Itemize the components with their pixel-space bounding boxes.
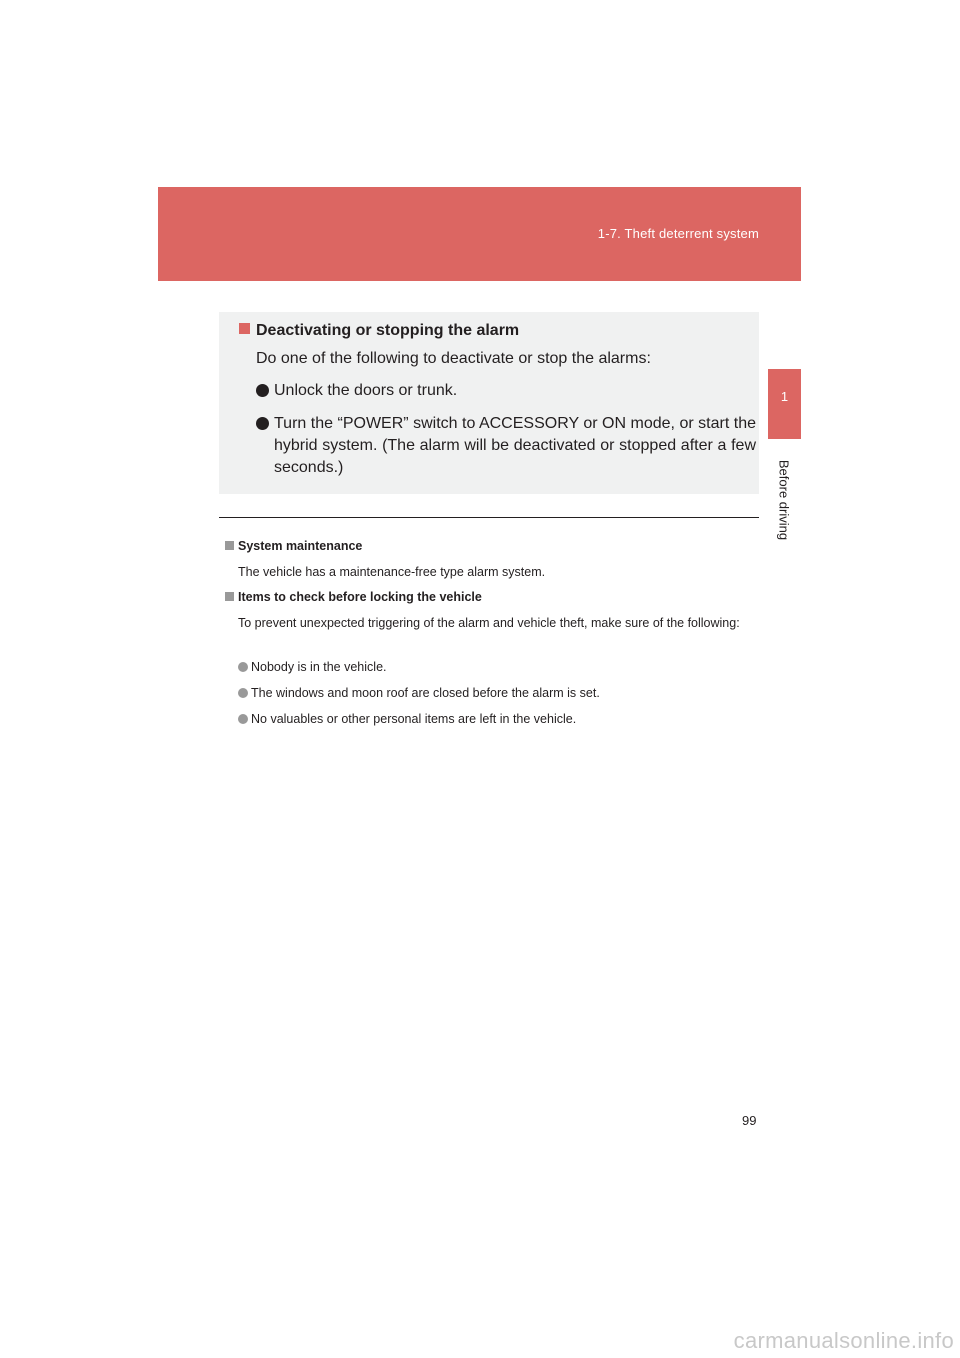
- square-bullet-icon: [239, 323, 250, 334]
- note-bullet-item: [238, 686, 600, 700]
- chapter-number: 1: [780, 389, 789, 404]
- chapter-label: Before driving: [776, 459, 792, 541]
- note-bullet-text: The windows and moon roof are closed before the alarm is set.: [251, 686, 600, 700]
- note-bullet-text: No valuables or other personal items are left in the vehicle.: [251, 712, 577, 726]
- note-text: The vehicle has a maintenance-free type alarm system.: [238, 565, 546, 579]
- watermark: carmanualsonline.info: [733, 1328, 954, 1353]
- box-bullet-text: Turn the “POWER” switch to ACCESSORY or ON mode, or start the hybrid system. (The alarm will be deactivated or stopped after a few seconds.): [274, 415, 756, 476]
- bullet-dot-icon: [238, 662, 248, 672]
- chapter-header-band: [158, 187, 801, 281]
- note-heading-items-to-check: [225, 590, 482, 604]
- box-heading: [239, 322, 519, 340]
- box-intro-text: Do one of the following to deactivate or stop the alarms:: [256, 350, 651, 367]
- box-heading-text: Deactivating or stopping the alarm: [256, 322, 520, 339]
- square-bullet-icon: [225, 592, 234, 601]
- info-box: [219, 312, 759, 494]
- note-heading-system-maintenance: [225, 539, 362, 553]
- note-bullet-text: Nobody is in the vehicle.: [251, 660, 387, 674]
- note-bullet-item: [238, 660, 387, 674]
- bullet-dot-icon: [238, 688, 248, 698]
- bullet-dot-icon: [256, 417, 269, 430]
- section-title: 1-7. Theft deterrent system: [597, 226, 759, 241]
- section-divider: [219, 517, 759, 518]
- box-bullet-text: Unlock the doors or trunk.: [274, 382, 458, 399]
- note-text: To prevent unexpected triggering of the alarm and vehicle theft, make sure of the following:: [238, 616, 740, 630]
- page-number: 99: [742, 1113, 757, 1128]
- note-bullet-item: [238, 712, 576, 726]
- bullet-dot-icon: [256, 384, 269, 397]
- square-bullet-icon: [225, 541, 234, 550]
- chapter-tab[interactable]: [768, 369, 801, 439]
- bullet-dot-icon: [238, 714, 248, 724]
- note-heading-text: System maintenance: [238, 539, 363, 553]
- note-heading-text: Items to check before locking the vehicle: [238, 590, 482, 604]
